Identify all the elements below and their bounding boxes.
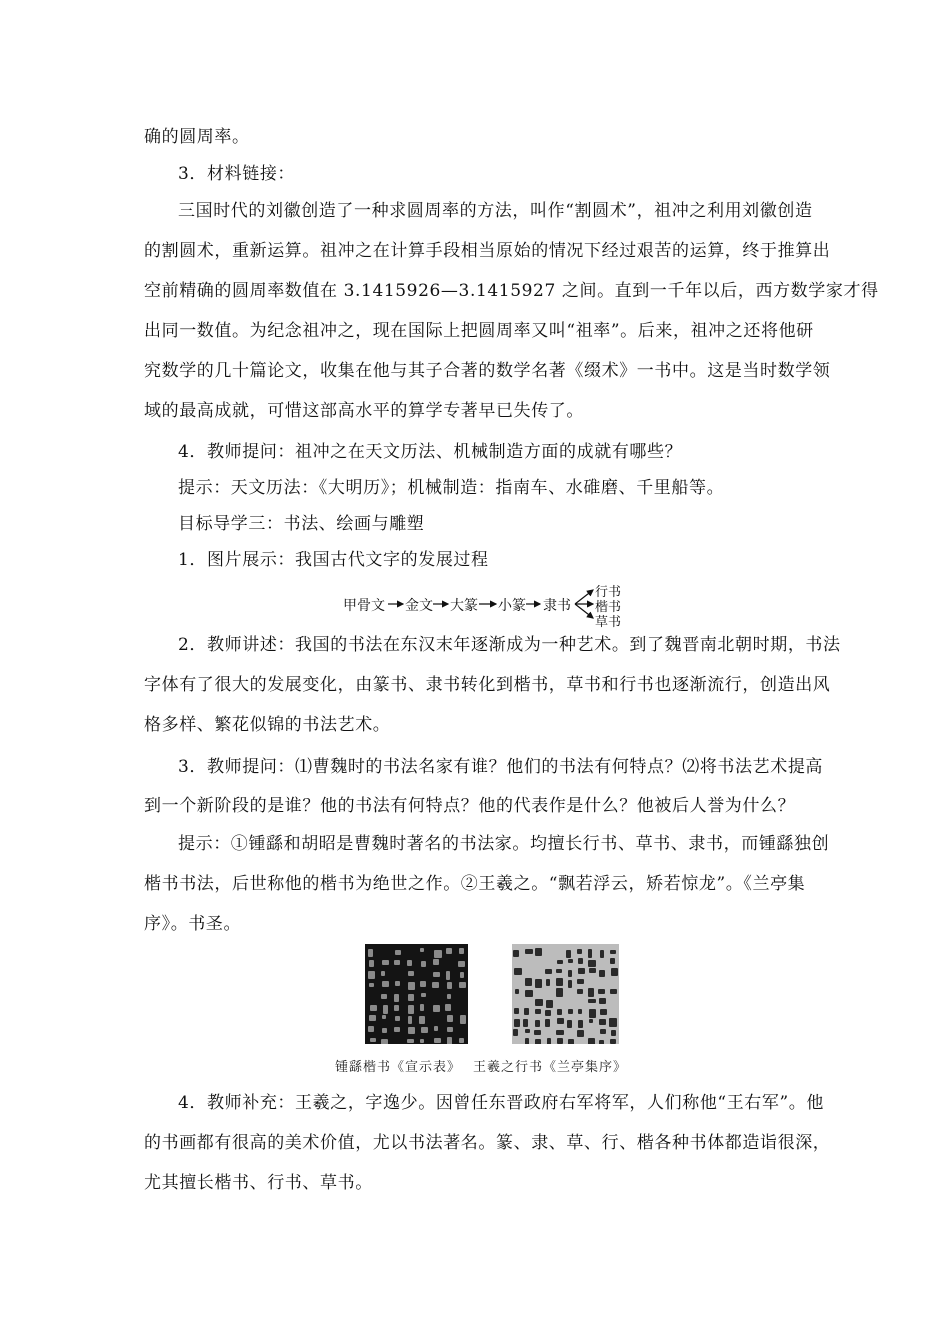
text-line: 3．材料链接： xyxy=(178,164,296,184)
text-line: 1．图片展示：我国古代文字的发展过程 xyxy=(178,550,489,570)
calligraphy-stroke xyxy=(610,950,616,955)
calligraphy-stroke xyxy=(577,979,583,984)
calligraphy-stroke xyxy=(588,960,595,967)
calligraphy-stroke xyxy=(599,970,605,977)
calligraphy-stroke xyxy=(370,1005,378,1011)
calligraphy-stroke xyxy=(369,960,374,967)
calligraphy-stroke xyxy=(408,982,416,989)
calligraphy-stroke xyxy=(434,1038,441,1043)
calligraphy-stroke xyxy=(434,1026,438,1031)
calligraphy-stroke xyxy=(525,990,533,998)
image-caption xyxy=(335,1056,655,1075)
calligraphy-stroke xyxy=(447,1027,453,1032)
calligraphy-stroke xyxy=(459,1038,464,1043)
calligraphy-stroke xyxy=(408,994,414,1000)
calligraphy-stroke xyxy=(578,958,583,964)
calligraphy-stroke xyxy=(407,1039,414,1043)
calligraphy-stroke xyxy=(382,960,390,965)
calligraphy-stroke xyxy=(382,1028,387,1034)
calligraphy-stroke xyxy=(557,1009,562,1015)
calligraphy-stroke xyxy=(524,1008,529,1015)
calligraphy-stroke xyxy=(381,971,385,976)
calligraphy-stroke xyxy=(419,1016,425,1024)
calligraphy-stroke xyxy=(420,1039,424,1043)
script-evolution-diagram xyxy=(343,583,643,629)
calligraphy-stroke xyxy=(535,1039,542,1044)
hint-3 xyxy=(178,827,830,861)
branch-cursive: 草书 xyxy=(595,615,622,630)
calligraphy-stroke xyxy=(369,983,375,987)
calligraphy-stroke xyxy=(589,1009,596,1017)
calligraphy-stroke xyxy=(609,1018,617,1026)
paragraph-zu-chongzhi xyxy=(144,194,879,428)
calligraphy-stroke xyxy=(433,959,438,965)
calligraphy-stroke xyxy=(433,1005,439,1011)
text-line: 究数学的几十篇论文，收集在他与其子合著的数学名著《缀术》一书中。这是当时数学领 xyxy=(144,361,831,381)
text-line: 尤其擅长楷书、行书、草书。 xyxy=(144,1173,373,1193)
calligraphy-stroke xyxy=(568,980,573,989)
text-line: 3．教师提问：⑴曹魏时的书法名家有谁？他们的书法有何特点？⑵将书法艺术提高 xyxy=(178,757,824,777)
calligraphy-stroke xyxy=(459,982,465,988)
calligraphy-stroke xyxy=(599,998,606,1004)
calligraphy-stroke xyxy=(446,971,450,980)
calligraphy-stroke xyxy=(589,1019,593,1023)
stage-oracle-bone: 甲骨文 xyxy=(343,598,385,614)
calligraphy-stroke xyxy=(395,950,402,955)
calligraphy-stroke xyxy=(447,982,452,989)
calligraphy-stroke xyxy=(368,1026,373,1032)
calligraphy-stroke xyxy=(599,1040,604,1044)
calligraphy-stroke xyxy=(368,949,373,957)
calligraphy-stroke xyxy=(556,1030,564,1035)
calligraphy-stroke xyxy=(610,958,616,964)
calligraphy-stroke xyxy=(535,1020,540,1028)
text-line: 的书画都有很高的美术价值，尤以书法著名。篆、隶、草、行、楷各种书体都造诣很深， xyxy=(144,1133,831,1153)
branch-regular: 楷书 xyxy=(595,600,622,615)
calligraphy-stroke xyxy=(394,1005,399,1011)
calligraphy-stroke xyxy=(459,948,464,954)
calligraphy-stroke xyxy=(588,999,596,1003)
stage-great-seal: 大篆 xyxy=(450,598,478,614)
calligraphy-stroke xyxy=(600,950,604,958)
calligraphy-stroke xyxy=(394,960,400,966)
calligraphy-stroke xyxy=(535,979,542,988)
stage-clerical: 隶书 xyxy=(543,598,571,614)
calligraphy-stroke xyxy=(514,1008,519,1014)
calligraphy-stroke xyxy=(514,968,522,975)
calligraphy-stroke xyxy=(547,1038,552,1044)
calligraphy-stroke xyxy=(381,994,387,999)
calligraphy-stroke xyxy=(599,1019,607,1025)
calligraphy-stroke xyxy=(420,1004,424,1010)
calligraphy-stroke xyxy=(525,1029,529,1034)
calligraphy-stroke xyxy=(577,949,582,954)
calligraphy-stroke xyxy=(432,982,438,988)
paragraph-continuation xyxy=(144,120,812,154)
text-line: 域的最高成就，可惜这部高水平的算学专著早已失传了。 xyxy=(144,401,584,421)
calligraphy-stroke xyxy=(408,1027,415,1035)
stage-bronze: 金文 xyxy=(405,598,433,614)
calligraphy-stroke xyxy=(407,960,413,966)
calligraphy-stroke xyxy=(566,950,571,958)
calligraphy-stroke xyxy=(589,968,596,973)
calligraphy-stroke xyxy=(408,1005,414,1014)
calligraphy-stroke xyxy=(395,981,401,986)
calligraphy-stroke xyxy=(535,948,542,955)
calligraphy-stroke xyxy=(535,999,542,1006)
calligraphy-stroke xyxy=(394,1027,400,1033)
calligraphy-stroke xyxy=(421,993,426,997)
teacher-lecture-2 xyxy=(178,628,841,662)
calligraphy-stroke xyxy=(600,1009,607,1015)
calligraphy-stroke xyxy=(525,949,533,954)
branch-running: 行书 xyxy=(595,585,622,600)
calligraphy-stroke xyxy=(515,989,520,993)
calligraphy-stroke xyxy=(546,1000,554,1008)
calligraphy-stroke xyxy=(408,971,414,976)
calligraphy-stroke xyxy=(513,1029,518,1036)
hint-3-cont xyxy=(144,867,812,941)
calligraphy-stroke xyxy=(369,1015,377,1021)
calligraphy-stroke xyxy=(578,968,585,973)
calligraphy-stroke xyxy=(420,948,424,952)
calligraphy-stroke xyxy=(545,1019,549,1027)
text-line: 到一个新阶段的是谁？他的书法有何特点？他的代表作是什么？他被后人誉为什么？ xyxy=(144,796,796,816)
caption-right: 王羲之行书《兰亭集序》 xyxy=(473,1060,628,1075)
calligraphy-stroke xyxy=(588,1038,595,1044)
calligraphy-stroke xyxy=(568,959,573,963)
calligraphy-stroke xyxy=(556,988,562,997)
calligraphy-stroke xyxy=(568,1009,574,1014)
text-line: 提示：天文历法：《大明历》；机械制造：指南车、水碓磨、千里船等。 xyxy=(178,478,725,498)
calligraphy-stroke xyxy=(525,1038,529,1044)
calligraphy-stroke xyxy=(368,971,375,979)
calligraphy-stroke xyxy=(557,960,563,965)
calligraphy-stroke xyxy=(546,979,550,986)
calligraphy-stroke xyxy=(421,961,426,967)
calligraphy-stroke xyxy=(598,989,605,994)
calligraphy-stroke xyxy=(577,989,583,994)
calligraphy-stroke xyxy=(447,994,452,999)
text-line: 确的圆周率。 xyxy=(144,127,250,147)
calligraphy-stroke xyxy=(460,1015,466,1024)
calligraphy-image-zhong-yao xyxy=(365,944,468,1044)
calligraphy-stroke xyxy=(382,1015,387,1020)
calligraphy-stroke xyxy=(458,961,464,967)
calligraphy-stroke xyxy=(557,1038,563,1044)
calligraphy-stroke xyxy=(611,1030,617,1037)
calligraphy-stroke xyxy=(610,989,618,993)
hint-4 xyxy=(178,471,812,505)
calligraphy-stroke xyxy=(525,978,532,986)
calligraphy-stroke xyxy=(382,981,388,986)
calligraphy-stroke xyxy=(535,1009,541,1014)
calligraphy-stroke xyxy=(395,1016,399,1021)
calligraphy-stroke xyxy=(434,950,441,958)
text-line: 2．教师讲述：我国的书法在东汉末年逐渐成为一种艺术。到了魏晋南北朝时期，书法 xyxy=(178,635,841,655)
calligraphy-stroke xyxy=(578,1020,583,1028)
calligraphy-stroke xyxy=(611,968,618,975)
section-material-link xyxy=(178,157,812,191)
text-line: 楷书书法，后世称他的楷书为绝世之作。②王羲之。“飘若浮云，矫若惊龙”。《兰亭集 xyxy=(144,874,806,894)
calligraphy-stroke xyxy=(545,1010,552,1016)
teacher-supplement-4 xyxy=(178,1086,824,1120)
calligraphy-stroke xyxy=(557,1018,564,1024)
text-line: 出同一数值。为纪念祖冲之，现在国际上把圆周率又叫“祖率”。后来，祖冲之还将他研 xyxy=(144,321,814,341)
teacher-question-3-cont xyxy=(144,789,812,823)
text-line: 序》。书圣。 xyxy=(144,914,242,934)
calligraphy-stroke xyxy=(447,1037,452,1044)
calligraphy-stroke xyxy=(420,981,425,986)
text-line: 字体有了很大的发展变化，由篆书、隶书转化到楷书，草书和行书也逐渐流行，创造出风 xyxy=(144,675,831,695)
calligraphy-stroke xyxy=(578,1009,582,1014)
text-line: 三国时代的刘徽创造了一种求圆周率的方法，叫作“割圆术”，祖冲之利用刘徽创造 xyxy=(178,201,813,221)
calligraphy-stroke xyxy=(446,948,452,954)
calligraphy-stroke xyxy=(433,972,440,977)
calligraphy-stroke xyxy=(421,1027,428,1032)
text-line: 目标导学三：书法、绘画与雕塑 xyxy=(178,514,425,534)
calligraphy-stroke xyxy=(568,1039,574,1044)
calligraphy-stroke xyxy=(567,1020,571,1028)
text-line: 空前精确的圆周率数值在 3.1415926—3.1415927 之间。直到一千年以后，西方数学家才得 xyxy=(144,281,879,301)
calligraphy-stroke xyxy=(383,1005,389,1014)
text-line: 4．教师补充：王羲之，字逸少。因曾任东晋政府右军将军，人们称他“王右军”。他 xyxy=(178,1093,824,1113)
teacher-question-3 xyxy=(178,750,824,784)
calligraphy-stroke xyxy=(447,1015,453,1021)
calligraphy-stroke xyxy=(588,949,592,957)
calligraphy-stroke xyxy=(408,1016,412,1025)
text-line: 4．教师提问：祖冲之在天文历法、机械制造方面的成就有哪些？ xyxy=(178,442,683,462)
calligraphy-stroke xyxy=(556,978,563,986)
calligraphy-stroke xyxy=(381,1039,387,1044)
teacher-lecture-2-cont xyxy=(144,668,831,742)
calligraphy-stroke xyxy=(513,950,519,958)
calligraphy-stroke xyxy=(514,1019,520,1027)
calligraphy-stroke xyxy=(534,1030,540,1035)
section-heading-3 xyxy=(178,507,812,541)
calligraphy-stroke xyxy=(556,969,562,973)
teacher-supplement-4-cont xyxy=(144,1126,831,1200)
calligraphy-stroke xyxy=(370,1038,376,1042)
calligraphy-stroke xyxy=(588,988,594,997)
text-line: 格多样、繁花似锦的书法艺术。 xyxy=(144,715,391,735)
teacher-question-4 xyxy=(178,435,812,469)
calligraphy-stroke xyxy=(568,970,572,977)
text-line: 提示：①锺繇和胡昭是曹魏时著名的书法家。均擅长行书、草书、隶书，而锺繇独创 xyxy=(178,834,830,854)
caption-left: 锺繇楷书《宣示表》 xyxy=(335,1060,462,1075)
calligraphy-stroke xyxy=(600,1029,607,1034)
text-line: 的割圆术，重新运算。祖冲之在计算手段相当原始的情况下经过艰苦的运算，终于推算出 xyxy=(144,241,831,261)
calligraphy-stroke xyxy=(610,1039,616,1044)
picture-display-1 xyxy=(178,543,812,577)
calligraphy-stroke xyxy=(460,972,464,978)
calligraphy-stroke xyxy=(445,1004,451,1011)
calligraphy-stroke xyxy=(394,994,399,1003)
calligraphy-stroke xyxy=(577,1030,584,1037)
calligraphy-stroke xyxy=(545,969,552,973)
calligraphy-image-wang-xizhi xyxy=(512,944,619,1044)
stage-small-seal: 小篆 xyxy=(498,598,526,614)
calligraphy-stroke xyxy=(523,1019,527,1028)
